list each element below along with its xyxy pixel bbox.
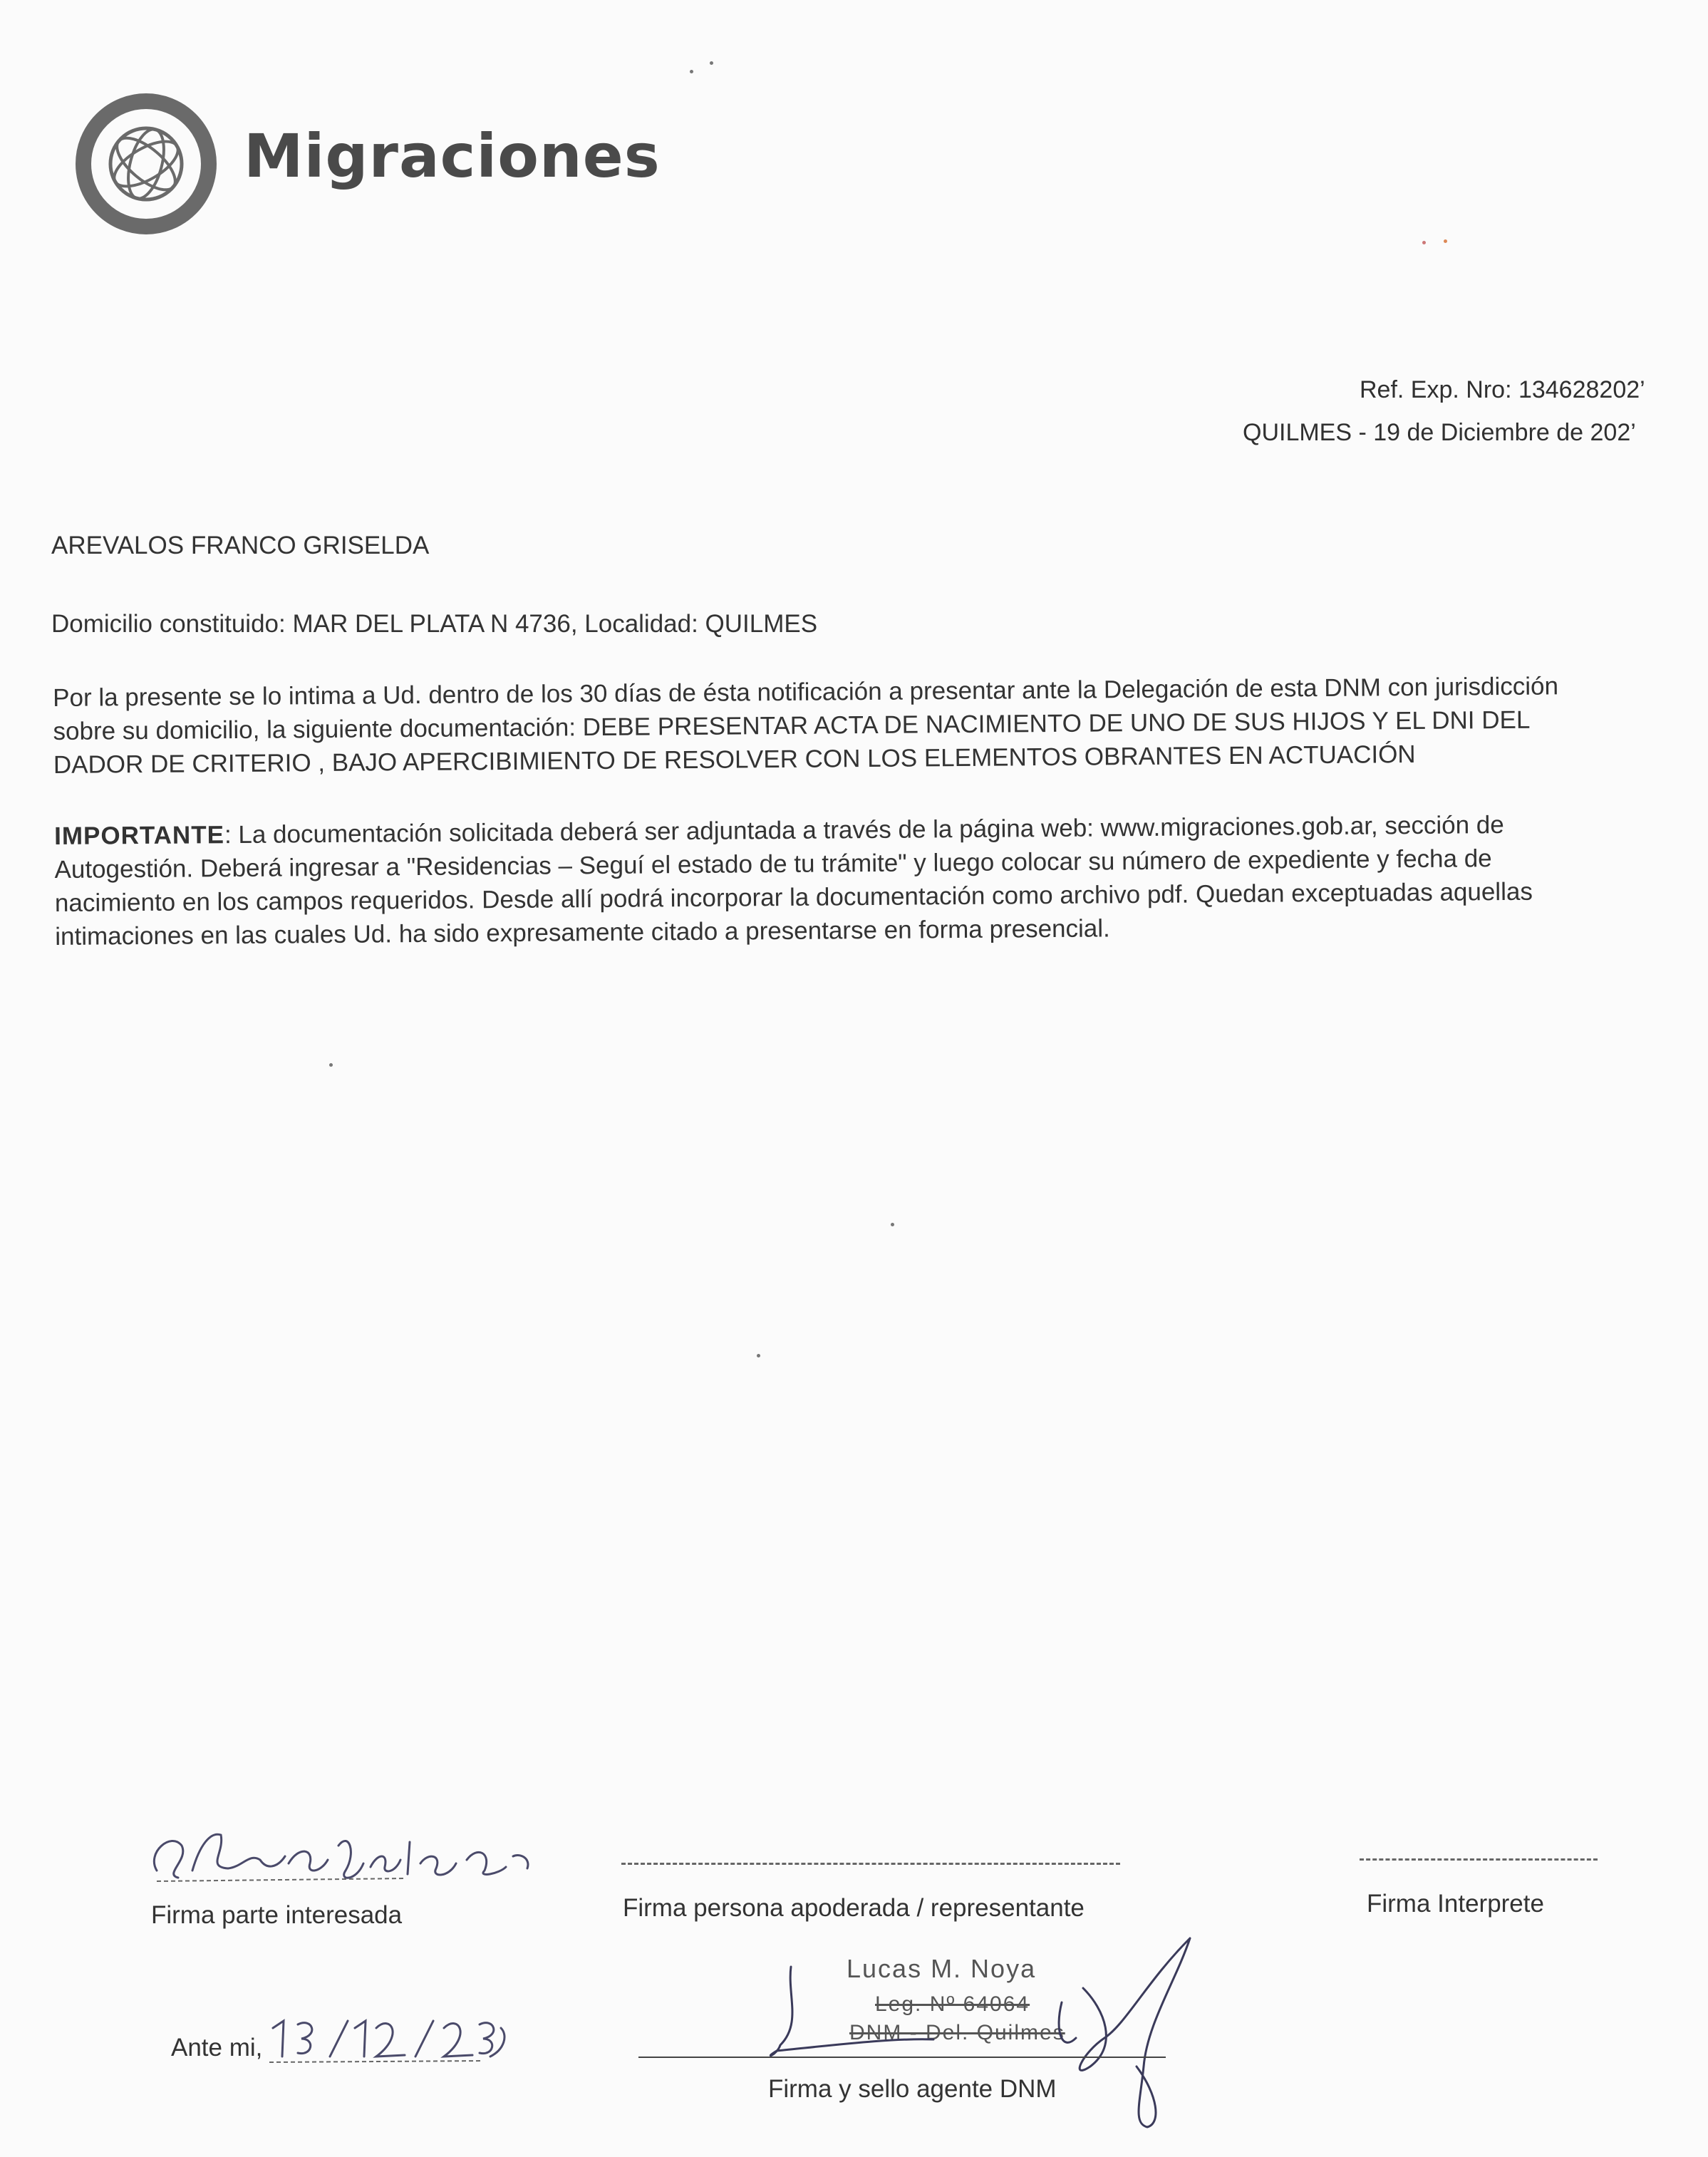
globe-icon [75, 93, 217, 235]
logo-text: Migraciones [244, 121, 661, 191]
ante-mi-label: Ante mi, [171, 2034, 263, 2062]
recipient-domicilio: Domicilio constituido: MAR DEL PLATA N 4736, Localidad: QUILMES [51, 610, 818, 638]
stamp-name: Lucas M. Noya [847, 1954, 1037, 1983]
firma-agente-label: Firma y sello agente DNM [768, 2075, 1057, 2103]
firma-apoderada-label: Firma persona apoderada / representante [623, 1894, 1085, 1922]
location-date: QUILMES - 19 de Diciembre de 202’ [1243, 419, 1636, 446]
firma-interesada-label: Firma parte interesada [151, 1901, 403, 1929]
paragraph-line: intimaciones en las cuales Ud. ha sido expresamente citado a presentarse en forma presencial. [55, 914, 1110, 951]
stamp-office: DNM - Del. Quilmes [849, 2021, 1065, 2044]
paragraph-line: DADOR DE CRITERIO , BAJO APERCIBIMIENTO DE RESOLVER CON LOS ELEMENTOS OBRANTES EN ACTUACIÓN [53, 740, 1416, 779]
stamp-legajo: Leg. Nº 64064 [875, 1992, 1030, 2016]
important-paragraph [54, 807, 1679, 953]
handwritten-date [269, 2014, 512, 2071]
signature-line [638, 2057, 1166, 2058]
paragraph-line: : La documentación solicitada deberá ser adjuntada a través de la página web: www.migraciones.gob.ar, sección de [224, 811, 1504, 849]
important-label: IMPORTANTE [54, 821, 225, 850]
intimation-paragraph [53, 668, 1678, 782]
signature-line [621, 1863, 1120, 1865]
paragraph-line: nacimiento en los campos requeridos. Desde allí podrá incorporar la documentación como archivo pdf. Quedan exceptuadas aquellas [54, 877, 1533, 917]
handwritten-signature [143, 1803, 542, 1888]
recipient-name: AREVALOS FRANCO GRISELDA [51, 532, 430, 559]
firma-interprete-label: Firma Interprete [1367, 1890, 1544, 1918]
reference-number: Ref. Exp. Nro: 134628202’ [1360, 376, 1645, 403]
paragraph-line: Autogestión. Deberá ingresar a "Residencias – Seguí el estado de tu trámite" y luego colocar su número de expediente y fecha de [54, 844, 1492, 884]
paragraph-line: Por la presente se lo intima a Ud. dentro de los 30 días de ésta notificación a presentar ante la Delegación de esta DNM con jurisdicción [53, 672, 1559, 712]
paragraph-line: sobre su domicilio, la siguiente documentación: DEBE PRESENTAR ACTA DE NACIMIENTO DE UNO DE SUS HIJOS Y EL DNI DEL [53, 705, 1531, 745]
signature-line [1360, 1858, 1598, 1861]
